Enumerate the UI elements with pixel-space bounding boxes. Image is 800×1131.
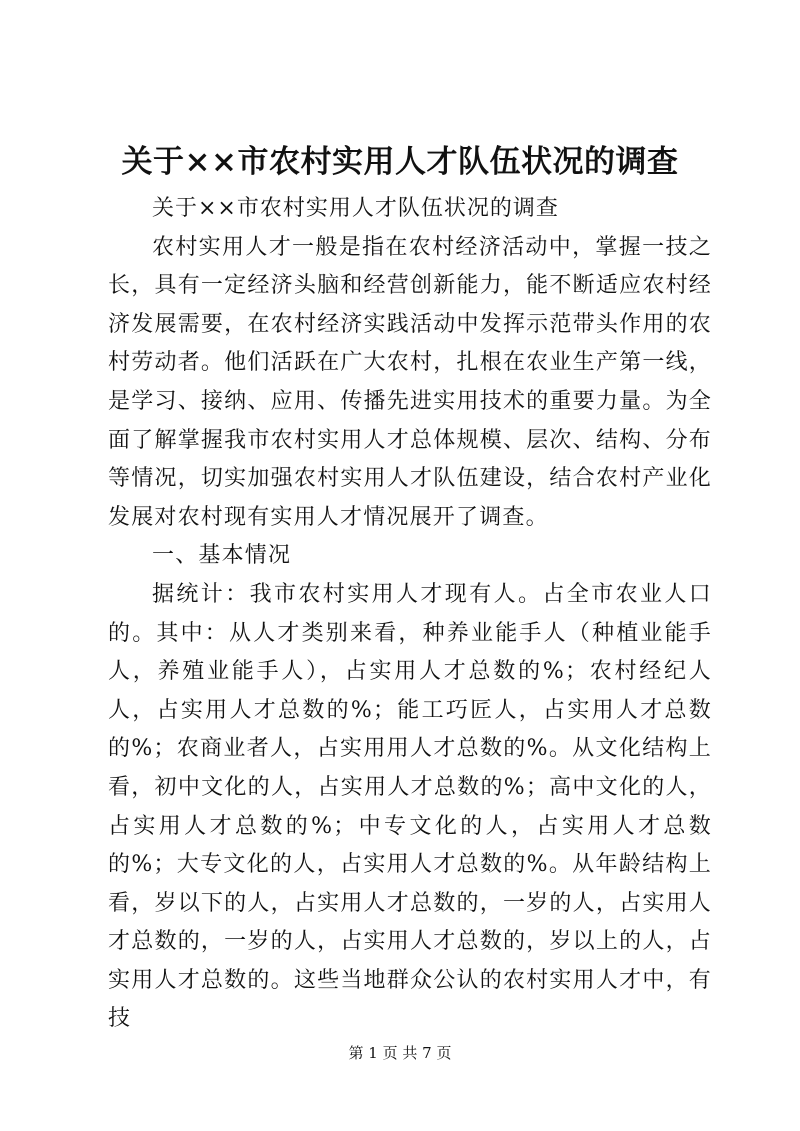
subtitle-paragraph: 关于××市农村实用人才队伍状况的调查 — [152, 196, 559, 221]
statistics-paragraph: 据统计：我市农村实用人才现有人。占全市农业人口的。其中：从人才类别来看，种养业能手人（种植业能手人，养殖业能手人），占实用人才总数的%；农村经纪人人，占实用人才总数的%；能工巧匠人，占实用人才总数的%；农商业者人，占实用用人才总数的%。从文化结构上看，初中文化的人，占实用人才总数的%；高中文化的人，占实用人才总数的%；中专文化的人，占实用人才总数的%；大专文化的人，占实用人才总数的%。从年龄结构上看，岁以下的人，占实用人才总数的，一岁的人，占实用人才总数的，一岁的人，占实用人才总数的，岁以上的人，占实用人才总数的。这些当地群众公认的农村实用人才中，有技 — [108, 581, 712, 1032]
document-body — [108, 190, 712, 1039]
intro-paragraph: 农村实用人才一般是指在农村经济活动中，掌握一技之长，具有一定经济头脑和经营创新能力，能不断适应农村经济发展需要，在农村经济实践活动中发挥示范带头作用的农村劳动者。他们活跃在广大农村，扎根在农业生产第一线，是学习、接纳、应用、传播先进实用技术的重要力量。为全面了解掌握我市农村实用人才总体规模、层次、结构、分布等情况，切实加强农村实用人才队伍建设，结合农村产业化发展对农村现有实用人才情况展开了调查。 — [108, 234, 712, 530]
section-heading: 一、基本情况 — [152, 543, 292, 569]
page-number-footer: 第 1 页 共 7 页 — [348, 1044, 452, 1062]
document-title: 关于××市农村实用人才队伍状况的调查 — [121, 144, 679, 180]
